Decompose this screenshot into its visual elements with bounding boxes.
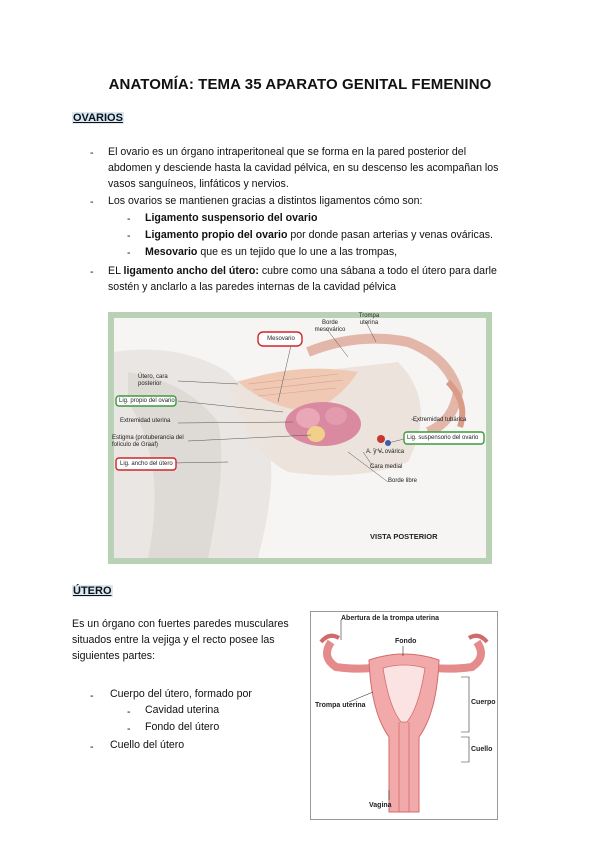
bullet-dash: - [90, 196, 94, 208]
paragraph-line: situados entre la vejiga y el recto posee las [72, 634, 275, 646]
sub-item-text: que es un tejido que lo une a las trompas, [197, 246, 398, 258]
sub-item-cavidad: Cavidad uterina [145, 704, 220, 716]
label-trompa-uterina: Trompa uterina [315, 702, 366, 709]
paragraph-line: sostén y anclarlo a las paredes internas de la cavidad pélvica [108, 281, 396, 293]
label-fondo: Fondo [395, 638, 417, 645]
text-run: EL [108, 265, 124, 277]
sub-bullet-dash: - [127, 230, 131, 242]
bold-term: ligamento ancho del útero: [123, 265, 259, 277]
label-utero-cara-posterior: Útero, cara posterior [138, 374, 168, 387]
paragraph-line: El ovario es un órgano intraperitoneal que se forma en la pared posterior del [108, 146, 467, 158]
paragraph-line: siguientes partes: [72, 650, 156, 662]
bold-term: Ligamento propio del ovario [145, 229, 288, 241]
sub-item-text: por donde pasan arterias y venas ováricas. [287, 229, 493, 241]
label-extremidad-uterina: Extremidad uterina [120, 418, 171, 424]
page-title: ANATOMÍA: TEMA 35 APARATO GENITAL FEMENINO [108, 76, 492, 93]
label-vagina: Vagina [369, 802, 392, 809]
list-item-cuerpo: Cuerpo del útero, formado por [110, 688, 252, 700]
bullet-dash: - [90, 690, 94, 702]
paragraph-line: abdomen y desciende hasta la cavidad pélvica, en su descenso les acompañan los [108, 162, 499, 174]
label-lig-suspensorio: Lig. suspensorio del ovario [407, 435, 479, 441]
label-extremidad-tubarica: Extremidad tubárica [413, 417, 467, 423]
label-trompa-uterina: Trompa uterina [358, 313, 380, 326]
label-cuerpo: Cuerpo [471, 699, 496, 706]
label-vista-posterior: VISTA POSTERIOR [370, 532, 438, 541]
sub-item-mesovario [145, 244, 397, 261]
sub-bullet-dash: - [127, 723, 131, 735]
paragraph-line: Los ovarios se mantienen gracias a distintos ligamentos cómo son: [108, 195, 423, 207]
sub-bullet-dash: - [127, 247, 131, 259]
label-lig-ancho: Lig. ancho del útero [120, 461, 173, 467]
bullet-dash: - [90, 741, 94, 753]
label-borde-mesovarico: Borde mesovárico [314, 320, 346, 333]
sub-bullet-dash: - [127, 706, 131, 718]
bold-term: Mesovario [145, 246, 198, 258]
label-borde-libre: Borde libre [388, 478, 418, 484]
paragraph-line: vasos sanguíneos, linfáticos y nervios. [108, 178, 289, 190]
paragraph-line: Es un órgano con fuertes paredes musculares [72, 618, 289, 630]
text-run: cubre como una sábana a todo el útero para darle [258, 265, 497, 277]
bullet-dash: - [90, 147, 94, 159]
label-ay-v-ovarica: A. y V. ovárica [366, 449, 405, 455]
label-mesovario: Mesovario [267, 336, 295, 342]
paragraph-line [108, 263, 497, 280]
label-lig-propio: Lig. propio del ovario [119, 398, 175, 404]
label-cara-medial: Cara medial [370, 464, 403, 470]
bullet-dash: - [90, 266, 94, 278]
label-abertura-trompa: Abertura de la trompa uterina [341, 615, 440, 622]
sub-item-fondo: Fondo del útero [145, 721, 220, 733]
section-heading-ovarios: OVARIOS [73, 112, 123, 124]
uterus-figure [310, 611, 498, 820]
ovary-anatomy-figure [108, 312, 492, 564]
sub-item-ligamento-propio [145, 227, 493, 244]
list-item-cuello: Cuello del útero [110, 739, 185, 751]
sub-item-ligamento-suspensorio: Ligamento suspensorio del ovario [145, 212, 318, 224]
sub-bullet-dash: - [127, 213, 131, 225]
label-estigma: Estigma (protuberancia del folículo de Graaf) [112, 435, 184, 448]
section-heading-utero: ÚTERO [73, 585, 112, 597]
label-cuello: Cuello [471, 746, 493, 753]
